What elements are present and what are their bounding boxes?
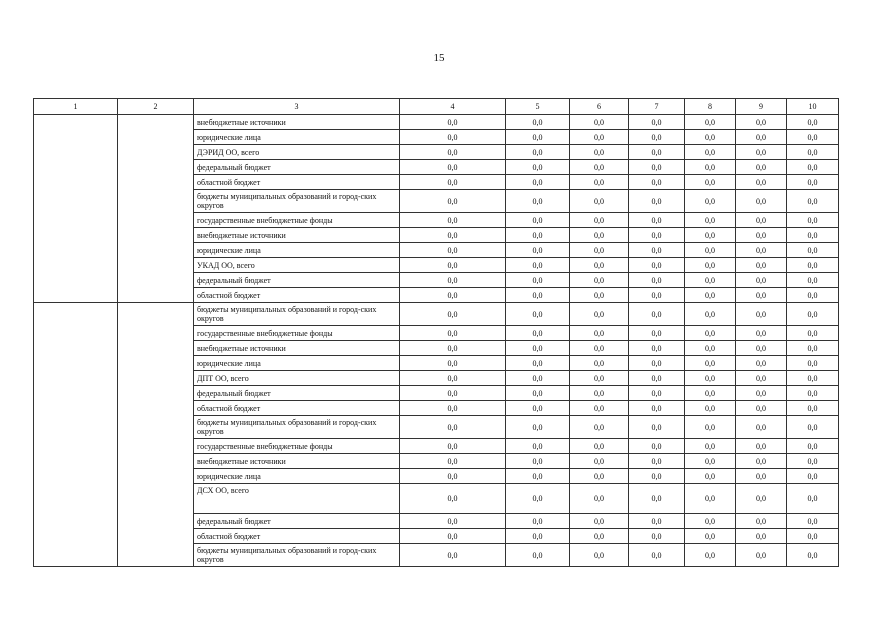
value-cell: 0,0 — [570, 303, 629, 326]
row-label: бюджеты муниципальных образований и город-ских округов — [194, 544, 400, 567]
value-cell: 0,0 — [570, 175, 629, 190]
value-cell: 0,0 — [685, 544, 736, 567]
value-cell: 0,0 — [506, 529, 570, 544]
row-label: бюджеты муниципальных образований и город-ских округов — [194, 303, 400, 326]
value-cell: 0,0 — [685, 341, 736, 356]
value-cell: 0,0 — [685, 529, 736, 544]
table-row — [34, 303, 839, 326]
value-cell: 0,0 — [506, 160, 570, 175]
value-cell: 0,0 — [787, 160, 839, 175]
value-cell: 0,0 — [629, 416, 685, 439]
value-cell: 0,0 — [685, 273, 736, 288]
row-label: областной бюджет — [194, 529, 400, 544]
value-cell: 0,0 — [506, 303, 570, 326]
value-cell: 0,0 — [506, 469, 570, 484]
value-cell: 0,0 — [400, 386, 506, 401]
value-cell: 0,0 — [506, 544, 570, 567]
value-cell: 0,0 — [787, 115, 839, 130]
row-label: федеральный бюджет — [194, 514, 400, 529]
value-cell: 0,0 — [400, 544, 506, 567]
value-cell: 0,0 — [685, 303, 736, 326]
value-cell: 0,0 — [570, 544, 629, 567]
row-label: федеральный бюджет — [194, 160, 400, 175]
value-cell: 0,0 — [506, 356, 570, 371]
value-cell: 0,0 — [787, 371, 839, 386]
value-cell: 0,0 — [400, 326, 506, 341]
value-cell: 0,0 — [506, 243, 570, 258]
value-cell: 0,0 — [736, 288, 787, 303]
value-cell: 0,0 — [787, 484, 839, 514]
value-cell: 0,0 — [787, 356, 839, 371]
value-cell: 0,0 — [400, 130, 506, 145]
value-cell: 0,0 — [787, 469, 839, 484]
value-cell: 0,0 — [787, 303, 839, 326]
column-header: 7 — [629, 99, 685, 115]
row-label: федеральный бюджет — [194, 273, 400, 288]
row-label: федеральный бюджет — [194, 386, 400, 401]
value-cell: 0,0 — [685, 514, 736, 529]
value-cell: 0,0 — [506, 454, 570, 469]
value-cell: 0,0 — [400, 213, 506, 228]
column-header: 10 — [787, 99, 839, 115]
value-cell: 0,0 — [685, 228, 736, 243]
value-cell: 0,0 — [570, 115, 629, 130]
value-cell: 0,0 — [685, 416, 736, 439]
value-cell: 0,0 — [736, 228, 787, 243]
value-cell: 0,0 — [570, 243, 629, 258]
value-cell: 0,0 — [506, 484, 570, 514]
value-cell: 0,0 — [685, 356, 736, 371]
row-label: юридические лица — [194, 243, 400, 258]
value-cell: 0,0 — [400, 356, 506, 371]
value-cell: 0,0 — [506, 341, 570, 356]
value-cell: 0,0 — [787, 416, 839, 439]
value-cell: 0,0 — [736, 243, 787, 258]
row-label: областной бюджет — [194, 288, 400, 303]
value-cell: 0,0 — [736, 514, 787, 529]
value-cell: 0,0 — [400, 228, 506, 243]
group-cell-col1 — [34, 303, 118, 567]
value-cell: 0,0 — [570, 145, 629, 160]
value-cell: 0,0 — [570, 326, 629, 341]
value-cell: 0,0 — [736, 258, 787, 273]
value-cell: 0,0 — [400, 175, 506, 190]
value-cell: 0,0 — [685, 145, 736, 160]
value-cell: 0,0 — [787, 514, 839, 529]
value-cell: 0,0 — [570, 130, 629, 145]
value-cell: 0,0 — [736, 303, 787, 326]
row-label: областной бюджет — [194, 401, 400, 416]
budget-table — [33, 98, 839, 567]
value-cell: 0,0 — [400, 303, 506, 326]
value-cell: 0,0 — [570, 190, 629, 213]
value-cell: 0,0 — [400, 288, 506, 303]
value-cell: 0,0 — [570, 439, 629, 454]
value-cell: 0,0 — [506, 258, 570, 273]
value-cell: 0,0 — [629, 326, 685, 341]
value-cell: 0,0 — [570, 371, 629, 386]
value-cell: 0,0 — [736, 160, 787, 175]
value-cell: 0,0 — [787, 288, 839, 303]
value-cell: 0,0 — [787, 326, 839, 341]
value-cell: 0,0 — [736, 416, 787, 439]
value-cell: 0,0 — [629, 454, 685, 469]
value-cell: 0,0 — [736, 213, 787, 228]
value-cell: 0,0 — [736, 273, 787, 288]
value-cell: 0,0 — [506, 416, 570, 439]
value-cell: 0,0 — [506, 145, 570, 160]
value-cell: 0,0 — [736, 386, 787, 401]
value-cell: 0,0 — [629, 228, 685, 243]
value-cell: 0,0 — [570, 258, 629, 273]
value-cell: 0,0 — [629, 469, 685, 484]
row-label: ДЭРИД ОО, всего — [194, 145, 400, 160]
value-cell: 0,0 — [506, 228, 570, 243]
column-header: 5 — [506, 99, 570, 115]
value-cell: 0,0 — [685, 469, 736, 484]
value-cell: 0,0 — [570, 356, 629, 371]
value-cell: 0,0 — [736, 529, 787, 544]
value-cell: 0,0 — [787, 190, 839, 213]
value-cell: 0,0 — [629, 243, 685, 258]
value-cell: 0,0 — [787, 544, 839, 567]
value-cell: 0,0 — [629, 341, 685, 356]
value-cell: 0,0 — [400, 273, 506, 288]
value-cell: 0,0 — [736, 115, 787, 130]
row-label: юридические лица — [194, 356, 400, 371]
row-label: ДСХ ОО, всего — [194, 484, 400, 514]
column-header: 4 — [400, 99, 506, 115]
value-cell: 0,0 — [400, 401, 506, 416]
value-cell: 0,0 — [685, 484, 736, 514]
value-cell: 0,0 — [736, 190, 787, 213]
value-cell: 0,0 — [506, 213, 570, 228]
value-cell: 0,0 — [570, 401, 629, 416]
value-cell: 0,0 — [400, 190, 506, 213]
value-cell: 0,0 — [570, 213, 629, 228]
value-cell: 0,0 — [787, 258, 839, 273]
value-cell: 0,0 — [400, 454, 506, 469]
value-cell: 0,0 — [506, 401, 570, 416]
value-cell: 0,0 — [400, 529, 506, 544]
column-header: 8 — [685, 99, 736, 115]
value-cell: 0,0 — [629, 439, 685, 454]
value-cell: 0,0 — [787, 529, 839, 544]
row-label: внебюджетные источники — [194, 228, 400, 243]
value-cell: 0,0 — [787, 454, 839, 469]
row-label: внебюджетные источники — [194, 454, 400, 469]
row-label: ДПТ ОО, всего — [194, 371, 400, 386]
value-cell: 0,0 — [736, 469, 787, 484]
value-cell: 0,0 — [629, 356, 685, 371]
value-cell: 0,0 — [506, 371, 570, 386]
row-label: государственные внебюджетные фонды — [194, 439, 400, 454]
value-cell: 0,0 — [736, 356, 787, 371]
value-cell: 0,0 — [400, 469, 506, 484]
value-cell: 0,0 — [506, 439, 570, 454]
value-cell: 0,0 — [629, 258, 685, 273]
value-cell: 0,0 — [400, 416, 506, 439]
value-cell: 0,0 — [506, 130, 570, 145]
value-cell: 0,0 — [787, 439, 839, 454]
value-cell: 0,0 — [570, 160, 629, 175]
value-cell: 0,0 — [400, 484, 506, 514]
value-cell: 0,0 — [506, 514, 570, 529]
value-cell: 0,0 — [629, 401, 685, 416]
value-cell: 0,0 — [570, 469, 629, 484]
value-cell: 0,0 — [506, 190, 570, 213]
value-cell: 0,0 — [400, 439, 506, 454]
value-cell: 0,0 — [570, 416, 629, 439]
value-cell: 0,0 — [787, 145, 839, 160]
value-cell: 0,0 — [629, 115, 685, 130]
value-cell: 0,0 — [685, 439, 736, 454]
column-header: 6 — [570, 99, 629, 115]
value-cell: 0,0 — [629, 213, 685, 228]
value-cell: 0,0 — [506, 115, 570, 130]
value-cell: 0,0 — [400, 115, 506, 130]
column-header: 1 — [34, 99, 118, 115]
value-cell: 0,0 — [629, 175, 685, 190]
value-cell: 0,0 — [685, 454, 736, 469]
row-label: бюджеты муниципальных образований и город-ских округов — [194, 416, 400, 439]
value-cell: 0,0 — [787, 243, 839, 258]
value-cell: 0,0 — [685, 326, 736, 341]
table-row — [34, 115, 839, 130]
column-header: 3 — [194, 99, 400, 115]
value-cell: 0,0 — [400, 514, 506, 529]
value-cell: 0,0 — [629, 514, 685, 529]
value-cell: 0,0 — [736, 439, 787, 454]
row-label: внебюджетные источники — [194, 341, 400, 356]
value-cell: 0,0 — [400, 160, 506, 175]
value-cell: 0,0 — [685, 175, 736, 190]
value-cell: 0,0 — [787, 341, 839, 356]
value-cell: 0,0 — [685, 130, 736, 145]
value-cell: 0,0 — [629, 371, 685, 386]
value-cell: 0,0 — [506, 326, 570, 341]
value-cell: 0,0 — [400, 243, 506, 258]
value-cell: 0,0 — [570, 484, 629, 514]
value-cell: 0,0 — [570, 514, 629, 529]
value-cell: 0,0 — [506, 273, 570, 288]
group-cell-col2 — [118, 115, 194, 303]
row-label: внебюджетные источники — [194, 115, 400, 130]
value-cell: 0,0 — [629, 160, 685, 175]
header-row — [34, 99, 839, 115]
row-label: бюджеты муниципальных образований и город-ских округов — [194, 190, 400, 213]
row-label: государственные внебюджетные фонды — [194, 326, 400, 341]
value-cell: 0,0 — [787, 273, 839, 288]
value-cell: 0,0 — [685, 213, 736, 228]
value-cell: 0,0 — [506, 386, 570, 401]
value-cell: 0,0 — [400, 145, 506, 160]
value-cell: 0,0 — [736, 130, 787, 145]
value-cell: 0,0 — [685, 386, 736, 401]
column-header: 9 — [736, 99, 787, 115]
value-cell: 0,0 — [685, 160, 736, 175]
value-cell: 0,0 — [400, 341, 506, 356]
value-cell: 0,0 — [685, 190, 736, 213]
value-cell: 0,0 — [685, 115, 736, 130]
value-cell: 0,0 — [685, 243, 736, 258]
value-cell: 0,0 — [629, 484, 685, 514]
value-cell: 0,0 — [629, 190, 685, 213]
value-cell: 0,0 — [629, 303, 685, 326]
value-cell: 0,0 — [570, 386, 629, 401]
value-cell: 0,0 — [736, 341, 787, 356]
value-cell: 0,0 — [506, 288, 570, 303]
value-cell: 0,0 — [787, 401, 839, 416]
group-cell-col2 — [118, 303, 194, 567]
value-cell: 0,0 — [736, 326, 787, 341]
value-cell: 0,0 — [736, 401, 787, 416]
value-cell: 0,0 — [685, 401, 736, 416]
value-cell: 0,0 — [685, 258, 736, 273]
value-cell: 0,0 — [629, 130, 685, 145]
value-cell: 0,0 — [736, 454, 787, 469]
row-label: юридические лица — [194, 130, 400, 145]
value-cell: 0,0 — [400, 258, 506, 273]
value-cell: 0,0 — [629, 145, 685, 160]
value-cell: 0,0 — [400, 371, 506, 386]
value-cell: 0,0 — [629, 544, 685, 567]
value-cell: 0,0 — [736, 371, 787, 386]
page-number: 15 — [433, 52, 445, 64]
column-header: 2 — [118, 99, 194, 115]
row-label: государственные внебюджетные фонды — [194, 213, 400, 228]
value-cell: 0,0 — [506, 175, 570, 190]
value-cell: 0,0 — [629, 529, 685, 544]
table-body — [34, 115, 839, 567]
value-cell: 0,0 — [570, 529, 629, 544]
value-cell: 0,0 — [570, 288, 629, 303]
value-cell: 0,0 — [570, 273, 629, 288]
value-cell: 0,0 — [629, 386, 685, 401]
value-cell: 0,0 — [685, 371, 736, 386]
row-label: юридические лица — [194, 469, 400, 484]
value-cell: 0,0 — [629, 288, 685, 303]
value-cell: 0,0 — [629, 273, 685, 288]
value-cell: 0,0 — [787, 175, 839, 190]
value-cell: 0,0 — [570, 228, 629, 243]
row-label: УКАД ОО, всего — [194, 258, 400, 273]
value-cell: 0,0 — [570, 341, 629, 356]
value-cell: 0,0 — [736, 484, 787, 514]
value-cell: 0,0 — [787, 386, 839, 401]
value-cell: 0,0 — [736, 175, 787, 190]
value-cell: 0,0 — [685, 288, 736, 303]
value-cell: 0,0 — [787, 228, 839, 243]
value-cell: 0,0 — [787, 213, 839, 228]
row-label: областной бюджет — [194, 175, 400, 190]
value-cell: 0,0 — [736, 145, 787, 160]
group-cell-col1 — [34, 115, 118, 303]
value-cell: 0,0 — [787, 130, 839, 145]
value-cell: 0,0 — [570, 454, 629, 469]
value-cell: 0,0 — [736, 544, 787, 567]
